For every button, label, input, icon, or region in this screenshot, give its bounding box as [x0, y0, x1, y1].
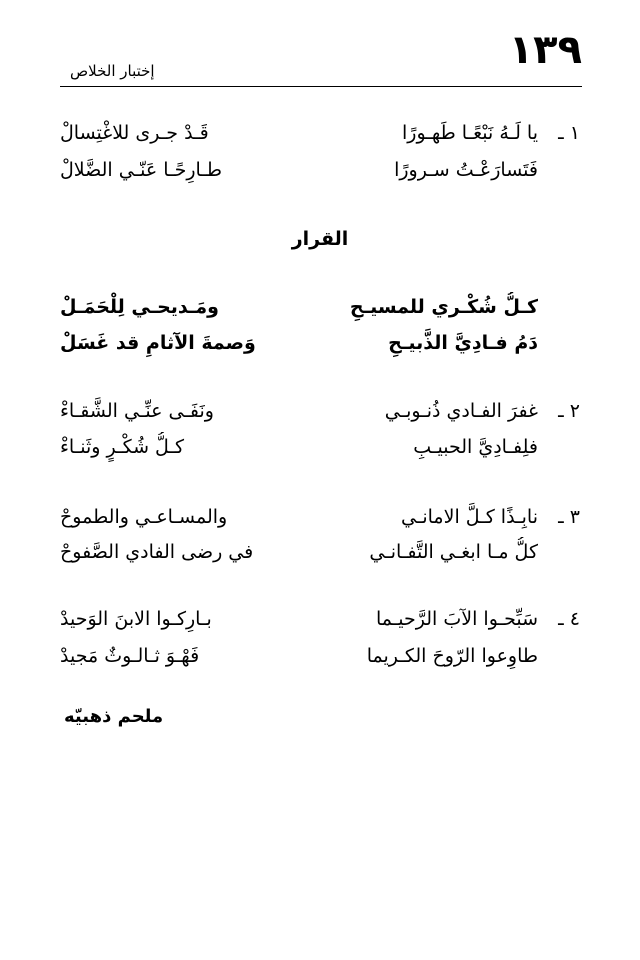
header-rule — [60, 86, 582, 87]
left-hemistich: فَهْـوَ ثـالـوثٌ مَجيدْ — [60, 645, 200, 667]
right-hemistich: كلُّ مـا ابغـي التَّفـانـي — [369, 541, 538, 563]
right-hemistich: فَتَسارَعْـتُ سـرورًا — [394, 159, 538, 181]
verse-1-line-2 — [60, 155, 580, 185]
chorus-title: القرار — [291, 228, 349, 250]
left-hemistich: كـلُّ شُكْـرٍ وثَنـاءْ — [60, 436, 185, 458]
left-hemistich: قَـدْ جـرى للاغْتِسالْ — [60, 122, 209, 144]
verse-number: ٣ ـ — [558, 506, 580, 528]
chorus-line-1 — [60, 292, 580, 322]
verse-2-line-2 — [60, 432, 580, 462]
chorus-line-2 — [60, 328, 580, 358]
right-hemistich: يا لَـهُ نَبْعًـا طَهـورًا — [402, 122, 538, 144]
right-hemistich: سَبِّحـوا الآبَ الرَّحيـما — [375, 608, 538, 630]
verse-number: ١ ـ — [558, 122, 580, 144]
right-hemistich: طاوِعوا الرّوحَ الكـريما — [366, 645, 538, 667]
author-name: ملحم ذهبيّه — [64, 706, 164, 727]
left-hemistich: طـارِحًـا عَنّـي الضَّلالْ — [60, 159, 222, 181]
left-hemistich: والمسـاعـي والطموحْ — [60, 506, 228, 528]
left-hemistich: ومَـديحـي لِلْحَمَـلْ — [60, 296, 219, 318]
verse-3-line-1 — [60, 502, 580, 532]
book-title: إختبار الخلاص — [70, 62, 155, 80]
left-hemistich: في رضى الفادي الصَّفوحْ — [60, 541, 254, 563]
verse-number: ٢ ـ — [558, 400, 580, 422]
verse-4-line-1 — [60, 604, 580, 634]
verse-4-line-2 — [60, 641, 580, 671]
right-hemistich: دَمُ فـادِيَّ الذَّبيـحِ — [388, 332, 538, 354]
verse-3-line-2 — [60, 537, 580, 567]
left-hemistich: ونَفَـى عنِّـي الشَّقـاءْ — [60, 400, 214, 422]
verse-1-line-1 — [60, 118, 580, 148]
verse-number: ٤ ـ — [558, 608, 580, 630]
left-hemistich: بـارِكـوا الابنَ الوَحيدْ — [60, 608, 212, 630]
right-hemistich: غفرَ الفـادي ذُنـوبـي — [384, 400, 538, 422]
right-hemistich: كـلُّ شُكْـري للمسيـحِ — [349, 296, 538, 318]
page-number: ١٣٩ — [508, 27, 582, 73]
left-hemistich: وَصمةَ الآثامِ قد غَسَلْ — [60, 332, 256, 354]
verse-2-line-1 — [60, 396, 580, 426]
right-hemistich: نابِـذًا كـلَّ الامانـي — [400, 506, 538, 528]
right-hemistich: فلِفـادِيَّ الحبيـبِ — [413, 436, 538, 458]
